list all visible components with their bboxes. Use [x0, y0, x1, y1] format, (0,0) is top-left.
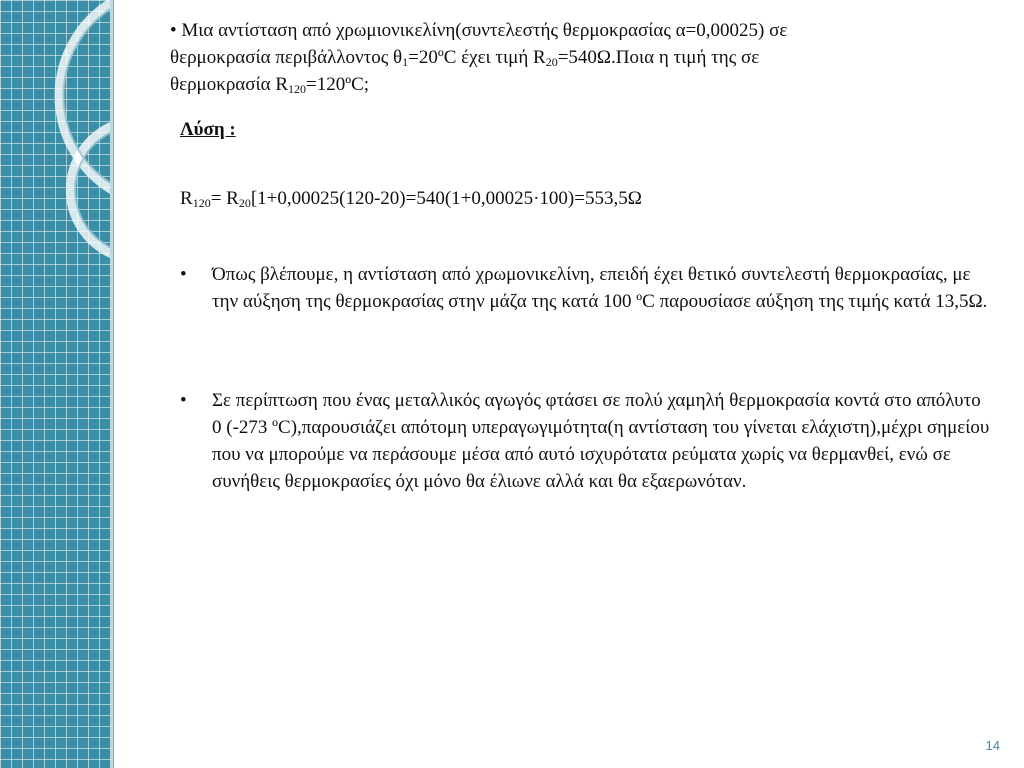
solution-formula — [180, 188, 642, 210]
question-text — [170, 17, 950, 98]
question-line-3 — [170, 71, 950, 98]
subscript-r20: 20 — [545, 55, 558, 69]
question-line-2-part-a: θερμοκρασία περιβάλλοντος θ — [170, 47, 403, 68]
question-bullet: • — [170, 20, 177, 41]
formula-expression: [1+0,00025(120-20)=540(1+0,00025·100)=553,5Ω — [250, 188, 642, 209]
question-line-3-part-a: θερμοκρασία R — [170, 74, 288, 95]
bullet-mark: • — [180, 390, 187, 411]
question-line-1-text: Μια αντίσταση από χρωμιονικελίνη(συντελεστής θερμοκρασίας α=0,00025) σε — [181, 20, 788, 41]
decorative-arc-large-shade — [63, 8, 112, 184]
question-line-1 — [170, 17, 950, 44]
sidebar-border-shadow — [113, 0, 114, 768]
formula-subscript-120: 120 — [192, 196, 211, 210]
bullet-text: Σε περίπτωση που ένας μεταλλικός αγωγός φτάσει σε πολύ χαμηλή θερμοκρασία κοντά στο απόλυτο 0 (-273 ºC),παρουσιάζει απότομη υπεραγωγιμότητα(η αντίσταση του γίνεται ελάχιστη),μέχρι σημείου που να μπορούμε να περάσουμε μέσα από αυτό ισχυρότατα ρεύματα χωρίς να θερμανθεί, ενώ σε συνήθεις θερμοκρασίες όχι μόνο θα έλιωνε αλλά και θα εξαερωνόταν. — [212, 390, 990, 492]
solution-heading: Λύση : — [180, 119, 236, 140]
subscript-r120: 120 — [288, 82, 306, 96]
formula-subscript-20: 20 — [238, 196, 251, 210]
bullet-mark: • — [180, 264, 187, 285]
question-line-2-part-b: =20ºC έχει τιμή R — [408, 47, 546, 68]
bullet-text: Όπως βλέπουμε, η αντίσταση από χρωμονικελίνη, επειδή έχει θετικό συντελεστή θερμοκρασίας, με την αύξηση της θερμοκρασίας στην μάζα της κατά 100 ºC παρουσίασε αύξηση της τιμής κατά 13,5Ω. — [212, 264, 988, 312]
question-line-3-part-b: =120ºC; — [306, 74, 370, 95]
bullet-item-1 — [180, 261, 990, 315]
bullet-item-2 — [180, 387, 990, 495]
subscript-theta: 1 — [402, 55, 409, 69]
formula-equals-r: = R — [210, 188, 239, 209]
page-number: 14 — [985, 738, 1000, 753]
question-line-2 — [170, 44, 950, 71]
formula-r: R — [180, 188, 193, 209]
question-line-2-part-c: =540Ω.Ποια η τιμή της σε — [557, 47, 760, 68]
decorative-arcs — [0, 0, 114, 768]
